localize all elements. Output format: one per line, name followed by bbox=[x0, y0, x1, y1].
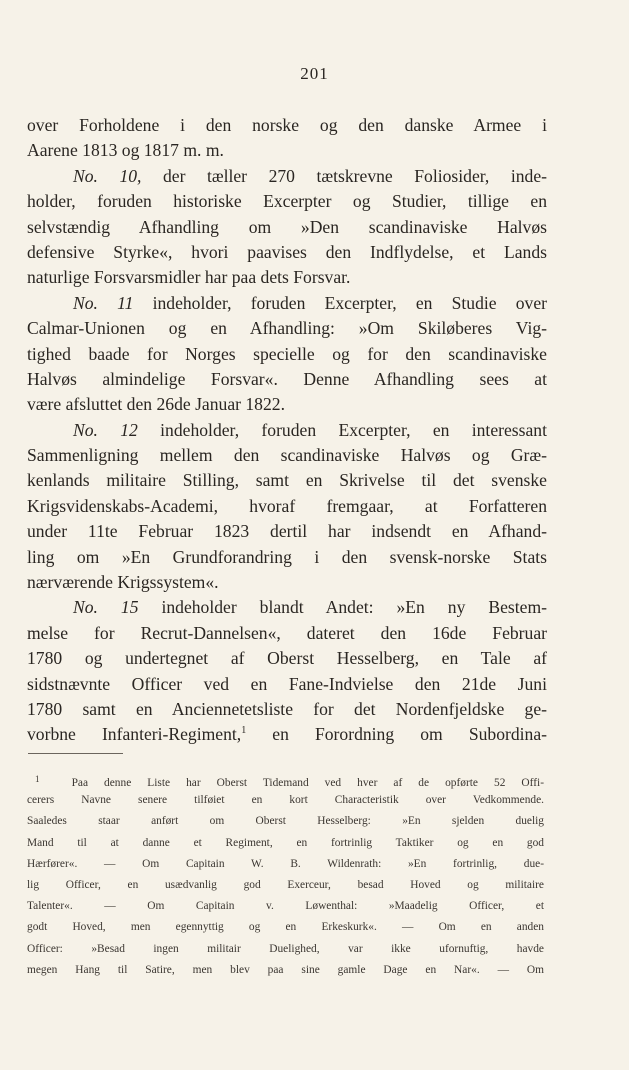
footnote-line: Talenter«. — Om Capitain v. Løwenthal: »Maadelig Officer, et bbox=[27, 900, 544, 913]
footnote-line: Mand til at danne et Regiment, en fortrinlig Taktiker og en god bbox=[27, 836, 544, 849]
text-line: holder, foruden historiske Excerpter og Studier, tillige en bbox=[27, 191, 547, 212]
text-line bbox=[27, 291, 547, 316]
text-line: sidstnævnte Officer ved en Fane-Indvielse den 21de Juni bbox=[27, 673, 547, 694]
text-line: kenlands militaire Stilling, samt en Skrivelse til det svenske bbox=[27, 470, 547, 491]
text-line: tighed baade for Norges specielle og for den scandinaviske bbox=[27, 343, 547, 364]
text-fragment: en Forordning om Subordina- bbox=[272, 724, 548, 745]
text-line: ling om »En Grundforandring i den svensk-norske Stats bbox=[27, 546, 547, 567]
footnote-line: Officer: »Besad ingen militair Duelighed, var ikke ufornuftig, havde bbox=[27, 942, 544, 955]
footnote-divider bbox=[28, 753, 123, 754]
footnote-text: Paa denne Liste har Oberst Tidemand ved hver af de opførte 52 Offi- bbox=[71, 777, 544, 789]
footnote-line: Saaledes staar anført om Oberst Hesselberg: »En sjelden duelig bbox=[27, 815, 544, 828]
footnote-line: Hærfører«. — Om Capitain W. B. Wildenrath: »En fortrinlig, due- bbox=[27, 857, 544, 870]
text-line bbox=[27, 722, 547, 747]
text-fragment: der tæller 270 tætskrevne Foliosider, inde- bbox=[162, 165, 547, 186]
text-line: defensive Styrke«, hvori paavises den Indflydelse, et Lands bbox=[27, 241, 547, 262]
text-line: Aarene 1813 og 1817 m. m. bbox=[27, 140, 224, 161]
text-line: Sammenligning mellem den scandinaviske Halvøs og Græ- bbox=[27, 445, 547, 466]
footnote bbox=[27, 769, 544, 981]
footnote-line bbox=[27, 769, 544, 790]
text-line: naturlige Forsvarsmidler har paa dets Forsvar. bbox=[27, 267, 351, 288]
text-line: Krigsvidenskabs-Academi, hvoraf fremgaar, at Forfatteren bbox=[27, 495, 547, 516]
text-line: under 11te Februar 1823 dertil har indsendt en Afhand- bbox=[27, 521, 547, 542]
text-line bbox=[27, 595, 547, 620]
item-label: No. 10, bbox=[73, 165, 142, 186]
footnote-line: lig Officer, en usædvanlig god Exerceur, besad Hoved og militaire bbox=[27, 878, 544, 891]
text-fragment: vorbne Infanteri-Regiment, bbox=[27, 724, 242, 745]
text-line: være afsluttet den 26de Januar 1822. bbox=[27, 394, 285, 415]
footnote-reference[interactable]: 1 bbox=[241, 725, 247, 737]
footnote-line: cerers Navne senere tilføiet en kort Characteristik over Vedkommende. bbox=[27, 794, 544, 807]
text-fragment: indeholder blandt Andet: »En ny Bestem- bbox=[161, 597, 547, 618]
item-label: No. 12 bbox=[73, 419, 138, 440]
text-line: over Forholdene i den norske og den danske Armee i bbox=[27, 115, 547, 135]
text-line: 1780 og undertegnet af Oberst Hesselberg, en Tale af bbox=[27, 648, 547, 669]
footnote-line: megen Hang til Satire, men blev paa sine gamle Dage en Nar«. — Om bbox=[27, 963, 544, 976]
text-line: Halvøs almindelige Forsvar«. Denne Afhandling sees at bbox=[27, 368, 547, 389]
footnote-marker: 1 bbox=[35, 774, 40, 784]
text-fragment: indeholder, foruden Excerpter, en interessant bbox=[160, 419, 547, 440]
page-number: 201 bbox=[300, 64, 329, 83]
text-line: selvstændig Afhandling om »Den scandinaviske Halvøs bbox=[27, 216, 547, 237]
footnote-line: godt Hoved, men egennyttig og en Erkeskurk«. — Om en anden bbox=[27, 921, 544, 934]
main-text bbox=[27, 113, 547, 748]
text-line: nærværende Krigssystem«. bbox=[27, 572, 219, 593]
text-fragment: indeholder, foruden Excerpter, en Studie over bbox=[152, 292, 548, 313]
text-line bbox=[27, 418, 547, 443]
text-line: melse for Recrut-Dannelsen«, dateret den 16de Februar bbox=[27, 622, 547, 643]
item-label: No. 15 bbox=[73, 597, 139, 618]
text-line bbox=[27, 164, 547, 189]
text-line: 1780 samt en Anciennetetsliste for det Nordenfjeldske ge- bbox=[27, 698, 547, 719]
text-line: Calmar-Unionen og en Afhandling: »Om Skiløberes Vig- bbox=[27, 318, 547, 339]
item-label: No. 11 bbox=[73, 292, 134, 313]
